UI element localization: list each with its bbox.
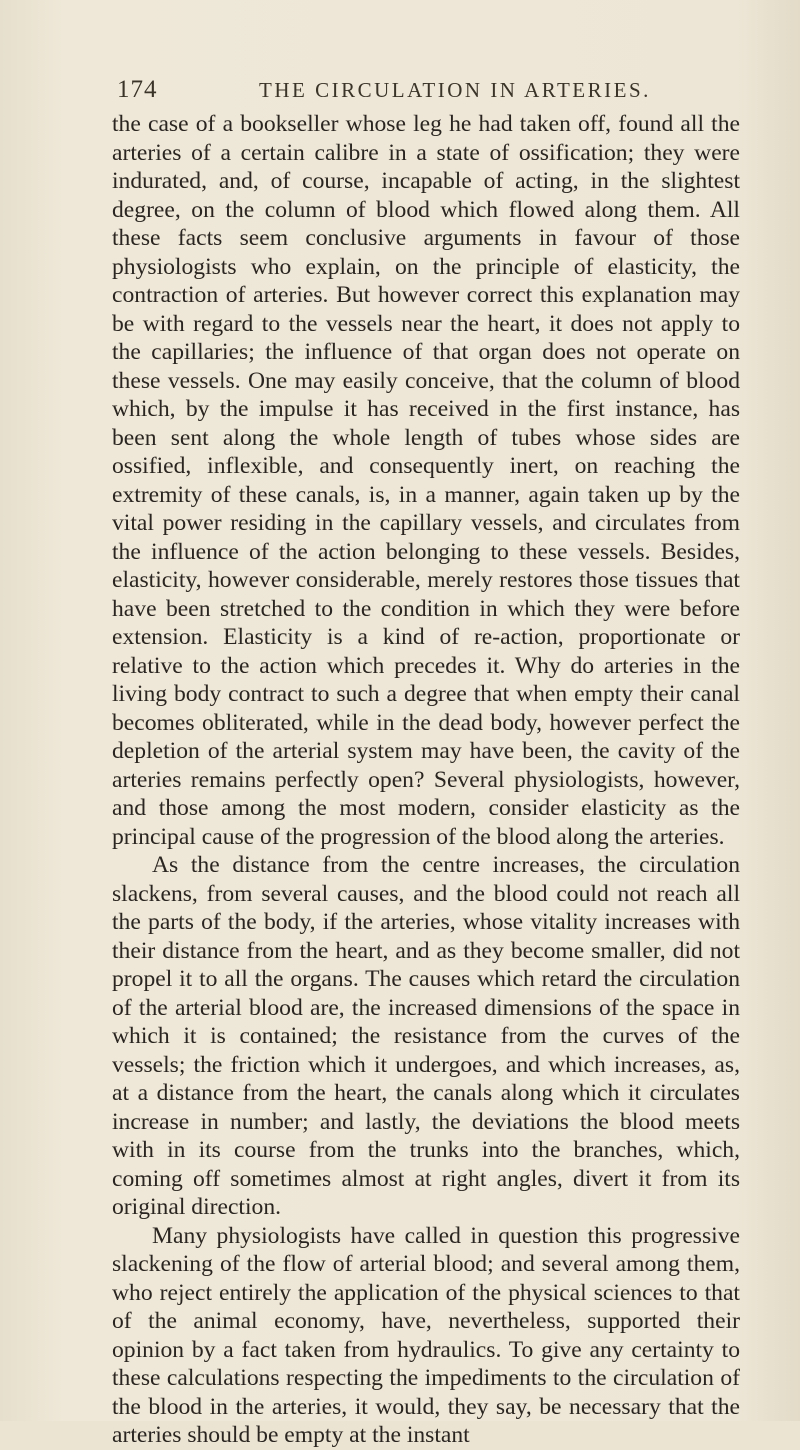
paragraph-3: Many physiologists have called in question this progressive slackening of the flow of arterial blood; and several among them, who reject entirely the application of the physical sciences to that of the animal economy, have, nevertheless, supported their opinion by a fact taken from hydraulics. To give any certainty to these calculations respecting the impediments to the circulation of the blood in the arteries, it would, they say, be necessary that the arteries should be empty at the instant [112, 1222, 740, 1448]
page-header [117, 76, 737, 106]
paragraph-2: As the distance from the centre increases, the circulation slackens, from several causes, and the blood could not reach all the parts of the body, if the arteries, whose vitality increases with their distance from the heart, and as they become smaller, did not propel it to all the organs. The causes which retard the circulation of the arterial blood are, the increased dimensions of the space in which it is contained; the resistance from the curves of the vessels; the friction which it undergoes, and which increases, as, at a distance from the heart, the canals along which it circulates increase in number; and lastly, the deviations the blood meets with in its course from the trunks into the branches, which, coming off sometimes almost at right angles, divert it from its original direction. [112, 852, 740, 1220]
body-text [112, 110, 740, 1450]
page-number: 174 [117, 76, 158, 103]
paragraph-1: the case of a bookseller whose leg he had taken off, found all the arteries of a certain calibre in a state of ossification; they were indurated, and, of course, incapable of acting, in the slightest degree, on the column of blood which flowed along them. All these facts seem conclusive arguments in favour of those physiologists who explain, on the principle of elasticity, the contraction of arteries. But however correct this explanation may be with regard to the vessels near the heart, it does not apply to the capillaries; the influence of that organ does not operate on these vessels. One may easily conceive, that the column of blood which, by the impulse it has received in the first instance, has been sent along the whole length of tubes whose sides are ossified, inflexible, and consequently inert, on reaching the extremity of these canals, is, in a manner, again taken up by the vital power residing in the capillary vessels, and circulates from the influence of the action belonging to these vessels. Besides, elasticity, however considerable, merely restores those tissues that have been stretched to the condition in which they were before extension. Elasticity is a kind of re-action, proportionate or relative to the action which precedes it. Why do arteries in the living body contract to such a degree that when empty their canal becomes obliterated, while in the dead body, however perfect the depletion of the arterial system may have been, the cavity of the arteries remains perfectly open? Several physiologists, however, and those among the most modern, consider elasticity as the principal cause of the progression of the blood along the arteries. [112, 111, 740, 850]
running-title: THE CIRCULATION IN ARTERIES. [259, 78, 651, 102]
